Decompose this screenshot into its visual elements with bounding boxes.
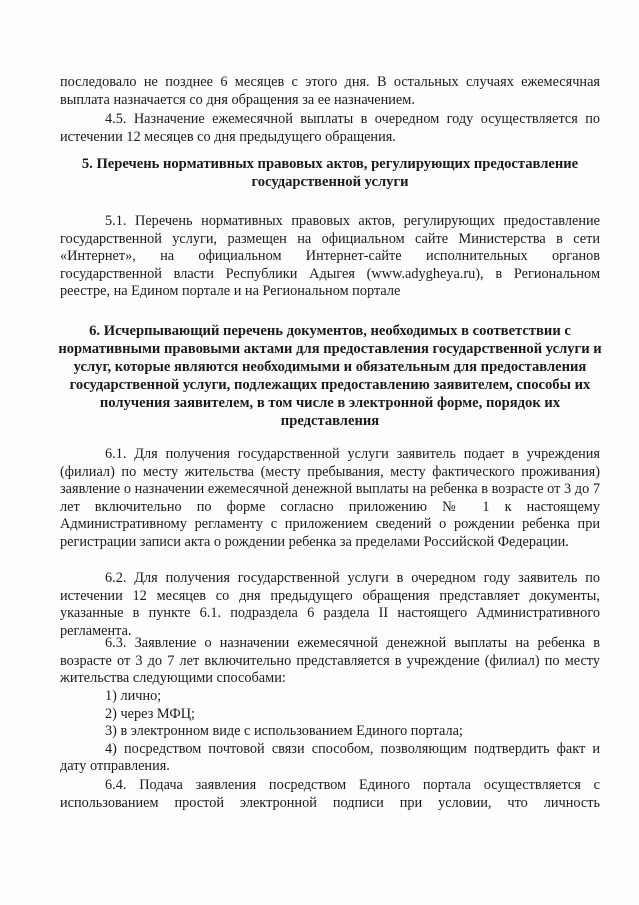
- section-6-heading: [54, 322, 606, 430]
- paragraph-text: 6.4. Подача заявления посредством Единого портала осуществляется с использованием простой электронной подписи при условии, что личность: [60, 777, 600, 811]
- paragraph-text: 6.1. Для получения государственной услуги заявитель подает в учреждения (филиал) по месту жительства (месту пребывания, месту фактического проживания) заявление о назначении ежемесячной денежной выплаты на ребенка в возрасте от 3 до 7 лет включительно по форме согласно приложению № 1 к настоящему Административному регламенту с приложением сведений о рождении ребенка при регистрации записи акта о рождении ребенка за пределами Российской Федерации.: [60, 446, 600, 550]
- list-item: 2) через МФЦ;: [105, 705, 196, 722]
- list-item: 1) лично;: [105, 688, 162, 704]
- paragraph-text: 4.5. Назначение ежемесячной выплаты в очередном году осуществляется по истечении 12 месяцев со дня предыдущего обращения.: [60, 111, 600, 145]
- paragraph-text: 6.2. Для получения государственной услуги в очередном году заявитель по истечении 12 месяцев со дня предыдущего обращения представляет документы, указанные в пункте 6.1. подраздела 6 раздела II настоящего Административного регламента.: [60, 570, 600, 639]
- paragraph-4-4-continuation: [60, 74, 600, 109]
- submission-methods-list: [60, 688, 600, 776]
- paragraph-6-4: [60, 777, 600, 812]
- paragraph-text: 5.1. Перечень нормативных правовых актов, регулирующих предоставление государственной услуги, размещен на официальном сайте Министерства в сети «Интернет», на официальном Интернет-сайте исполнительных органов государственной власти Республики Адыгея (www.adygheya.ru), в Региональном реестре, на Едином портале и на Региональном портале: [60, 213, 600, 300]
- list-item: 3) в электронном виде с использованием Единого портала;: [105, 723, 463, 740]
- paragraph-6-3: [60, 635, 600, 688]
- section-5-heading: [56, 155, 604, 191]
- paragraph-text: 6.3. Заявление о назначении ежемесячной денежной выплаты на ребенка в возрасте от 3 до 7 лет включительно представляется в учреждение (филиал) по месту жительства следующими способами:: [60, 635, 600, 687]
- section-title: 6. Исчерпывающий перечень документов, необходимых в соответствии с нормативными правовыми актами для предоставления государственной услуги и услуг, которые являются необходимыми и обязательным для предоставления государственной услуги, подлежащих предоставлению заявителем, способы их получения заявителем, в том числе в электронной форме, порядок их представления: [58, 323, 602, 429]
- paragraph-6-1: [60, 446, 600, 552]
- section-title: 5. Перечень нормативных правовых актов, регулирующих предоставление государственной услуги: [81, 156, 579, 190]
- paragraph-6-2: [60, 570, 600, 640]
- list-item: 4) посредством почтовой связи способом, позволяющим подтвердить факт и дату отправления.: [60, 740, 600, 775]
- paragraph-5-1: [60, 213, 600, 301]
- paragraph-text: последовало не позднее 6 месяцев с этого дня. В остальных случаях ежемесячная выплата назначается со дня обращения за ее назначением.: [60, 74, 600, 108]
- paragraph-4-5: [60, 111, 600, 146]
